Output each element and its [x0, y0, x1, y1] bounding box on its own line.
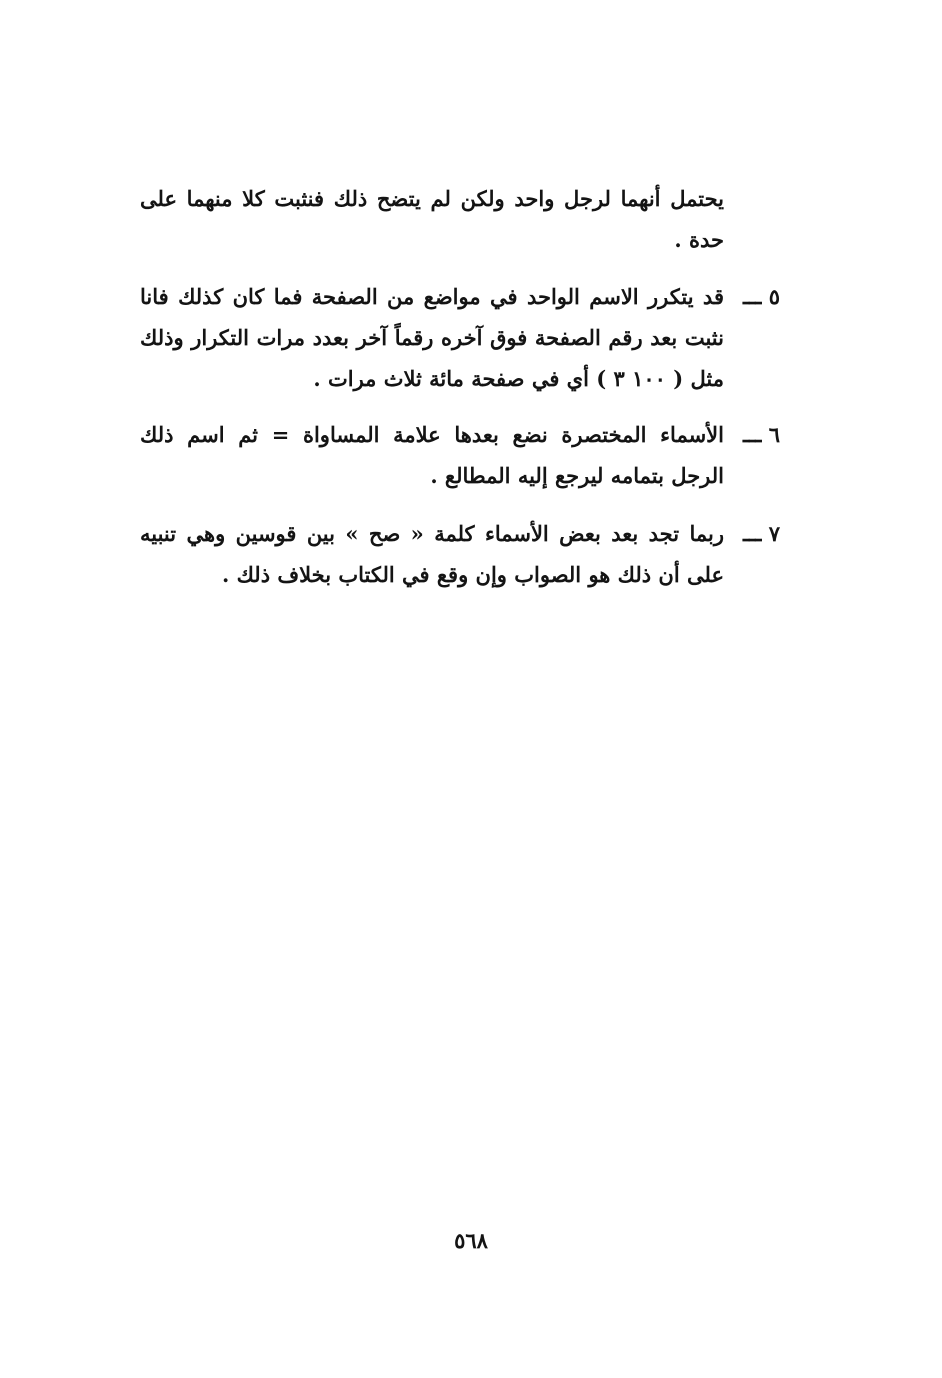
list-item-number: ٦ ـــ	[742, 422, 780, 447]
list-item-text: ربما تجد بعد بعض الأسماء كلمة « صح » بين قوسين وهي تنبيه على أن ذلك هو الصواب وإن وقع في الكتاب بخلاف ذلك .	[140, 521, 724, 587]
list-item-5	[140, 276, 780, 399]
list-item-6	[140, 414, 780, 496]
continuation-paragraph	[140, 178, 780, 260]
list-item-text: قد يتكرر الاسم الواحد في مواضع من الصفحة فما كان كذلك فانا نثبت بعد رقم الصفحة فوق آخره رقماً آخر بعدد مرات التكرار وذلك مثل ( ١٠٠ ٣ ) أي في صفحة مائة ثلاث مرات .	[140, 284, 724, 391]
page-number: ٥٦٨	[454, 1228, 488, 1253]
list-item-number: ٥ ـــ	[742, 284, 780, 309]
continuation-text: يحتمل أنهما لرجل واحد ولكن لم يتضح ذلك فنثبت كلا منهما على حدة .	[140, 186, 724, 252]
list-item-number: ٧ ـــ	[742, 521, 780, 546]
list-item-7	[140, 513, 780, 595]
list-item-text: الأسماء المختصرة نضع بعدها علامة المساواة = ثم اسم ذلك الرجل بتمامه ليرجع إليه المطالع .	[140, 422, 724, 488]
